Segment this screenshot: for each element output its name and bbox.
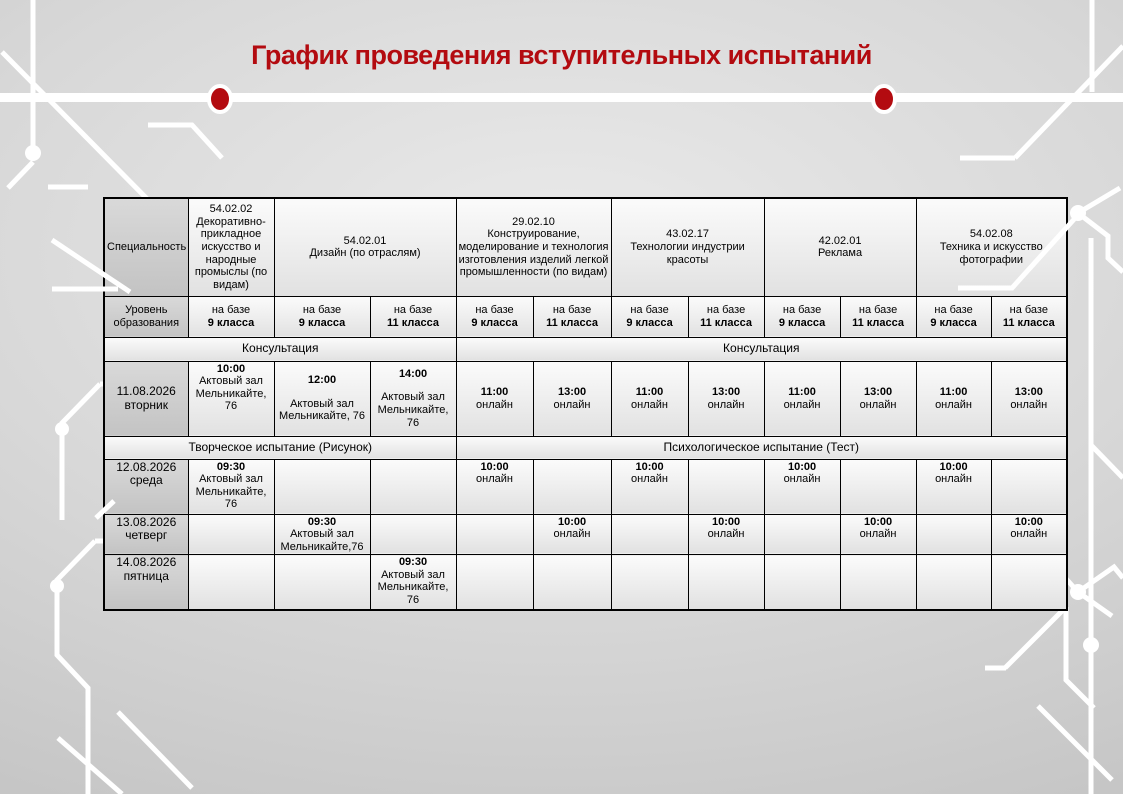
schedule-cell (188, 555, 274, 610)
day-row (104, 361, 1067, 436)
specialty-name: Техника и искусство фотографии (939, 240, 1043, 266)
corner-cell: Специальность (104, 198, 188, 296)
schedule-cell (533, 459, 611, 514)
specialty-code: 42.02.01 (818, 234, 862, 247)
schedule-cell (764, 514, 840, 555)
specialty-code: 54.02.08 (969, 228, 1013, 241)
specialty-code: 29.02.10 (512, 215, 555, 228)
level-label-cell: Уровень образования (104, 296, 188, 337)
circuit-node (55, 422, 69, 436)
divider-line (0, 93, 1123, 102)
weekday: вторник (124, 397, 168, 412)
page-title: График проведения вступительных испытаний (251, 40, 872, 70)
circuit-node (25, 145, 41, 161)
schedule-cell: 10:00 онлайн (840, 514, 916, 555)
schedule-cell: 13:00 онлайн (533, 361, 611, 436)
level-cell: на базе 9 класса (274, 296, 370, 337)
schedule-cell (916, 514, 991, 555)
band-cell: Консультация (456, 337, 1067, 361)
schedule-cell (188, 514, 274, 555)
circuit-node (1083, 637, 1099, 653)
band-cell: Консультация (104, 337, 456, 361)
specialty-header-cell (916, 198, 1067, 296)
schedule-cell (991, 555, 1067, 610)
schedule-cell: 10:00 онлайн (688, 514, 764, 555)
schedule-cell (916, 555, 991, 610)
schedule-cell: 09:30 Актовый зал Мельникайте,76 (274, 514, 370, 555)
schedule-cell (456, 514, 533, 555)
schedule-cell: 09:30 Актовый зал Мельникайте, 76 (188, 459, 274, 514)
level-cell: на базе 9 класса (916, 296, 991, 337)
schedule-cell: 09:30 Актовый зал Мельникайте, 76 (370, 555, 456, 610)
schedule-cell (456, 555, 533, 610)
date: 13.08.2026 (116, 514, 177, 529)
schedule-cell (991, 459, 1067, 514)
schedule-cell (840, 459, 916, 514)
schedule-cell (370, 514, 456, 555)
date-cell (104, 459, 188, 514)
specialty-header-cell (611, 198, 764, 296)
schedule-cell (274, 555, 370, 610)
schedule-cell: 10:00 онлайн (456, 459, 533, 514)
specialty-name: Технологии индустрии красоты (630, 240, 745, 266)
date-cell (104, 555, 188, 610)
circuit-node (1070, 584, 1086, 600)
schedule-cell: 13:00 онлайн (840, 361, 916, 436)
date: 14.08.2026 (116, 555, 177, 570)
circuit-node (1070, 205, 1086, 221)
schedule-cell (840, 555, 916, 610)
schedule-cell: 10:00 онлайн (533, 514, 611, 555)
level-cell: на базе 11 класса (991, 296, 1067, 337)
schedule-cell: 11:00 онлайн (916, 361, 991, 436)
date: 11.08.2026 (116, 383, 176, 398)
schedule-cell (370, 459, 456, 514)
schedule-cell (688, 459, 764, 514)
level-cell: на базе 9 класса (611, 296, 688, 337)
schedule-cell: 14:00 Актовый зал Мельникайте, 76 (370, 361, 456, 436)
day-row (104, 514, 1067, 555)
specialty-header-cell (456, 198, 611, 296)
specialty-name: Конструирование, моделирование и технология изготовления изделий легкой промышленности (по видам) (458, 228, 609, 279)
schedule-cell (533, 555, 611, 610)
level-cell: на базе 11 класса (370, 296, 456, 337)
specialty-code: 43.02.17 (666, 228, 709, 241)
level-cell: на базе 11 класса (840, 296, 916, 337)
specialty-header-cell (274, 198, 456, 296)
weekday: четверг (125, 528, 168, 543)
schedule-cell: 10:00 Актовый зал Мельникайте, 76 (188, 361, 274, 436)
level-cell: на базе 11 класса (688, 296, 764, 337)
timeline-dot-right (873, 86, 895, 112)
schedule-cell: 11:00 онлайн (764, 361, 840, 436)
schedule-table (103, 197, 1068, 611)
level-row (104, 296, 1067, 337)
band-cell: Психологическое испытание (Тест) (456, 436, 1067, 459)
schedule-cell: 10:00 онлайн (611, 459, 688, 514)
exam-band-row (104, 436, 1067, 459)
schedule-cell: 10:00 онлайн (991, 514, 1067, 555)
schedule-cell: 12:00 Актовый зал Мельникайте, 76 (274, 361, 370, 436)
schedule-cell (688, 555, 764, 610)
schedule-cell (274, 459, 370, 514)
level-cell: на базе 9 класса (456, 296, 533, 337)
consultation-band-row (104, 337, 1067, 361)
weekday: среда (129, 473, 163, 488)
schedule-cell (611, 555, 688, 610)
schedule-cell (611, 514, 688, 555)
specialty-header-row (104, 198, 1067, 296)
band-cell: Творческое испытание (Рисунок) (104, 436, 456, 459)
schedule-cell: 10:00 онлайн (764, 459, 840, 514)
schedule-cell: 13:00 онлайн (991, 361, 1067, 436)
date-cell (104, 514, 188, 555)
circuit-node (50, 579, 64, 593)
specialty-code: 54.02.02 (209, 203, 253, 216)
level-cell: на базе 11 класса (533, 296, 611, 337)
specialty-name: Дизайн (по отраслям) (309, 247, 421, 260)
level-cell: на базе 9 класса (764, 296, 840, 337)
specialty-header-cell (188, 198, 274, 296)
schedule-cell: 11:00 онлайн (611, 361, 688, 436)
weekday: пятница (123, 568, 169, 583)
level-cell: на базе 9 класса (188, 296, 274, 337)
specialty-code: 54.02.01 (343, 234, 387, 247)
specialty-name: Реклама (817, 247, 863, 260)
schedule-cell: 10:00 онлайн (916, 459, 991, 514)
date-cell (104, 361, 188, 436)
timeline-dot-left (209, 86, 231, 112)
schedule-cell: 13:00 онлайн (688, 361, 764, 436)
date: 12.08.2026 (116, 459, 177, 474)
specialty-header-cell (764, 198, 916, 296)
schedule-cell: 11:00 онлайн (456, 361, 533, 436)
schedule-cell (764, 555, 840, 610)
day-row (104, 459, 1067, 514)
day-row (104, 555, 1067, 610)
specialty-name: Декоративно-прикладное искусство и народные промыслы (по видам) (194, 215, 268, 291)
